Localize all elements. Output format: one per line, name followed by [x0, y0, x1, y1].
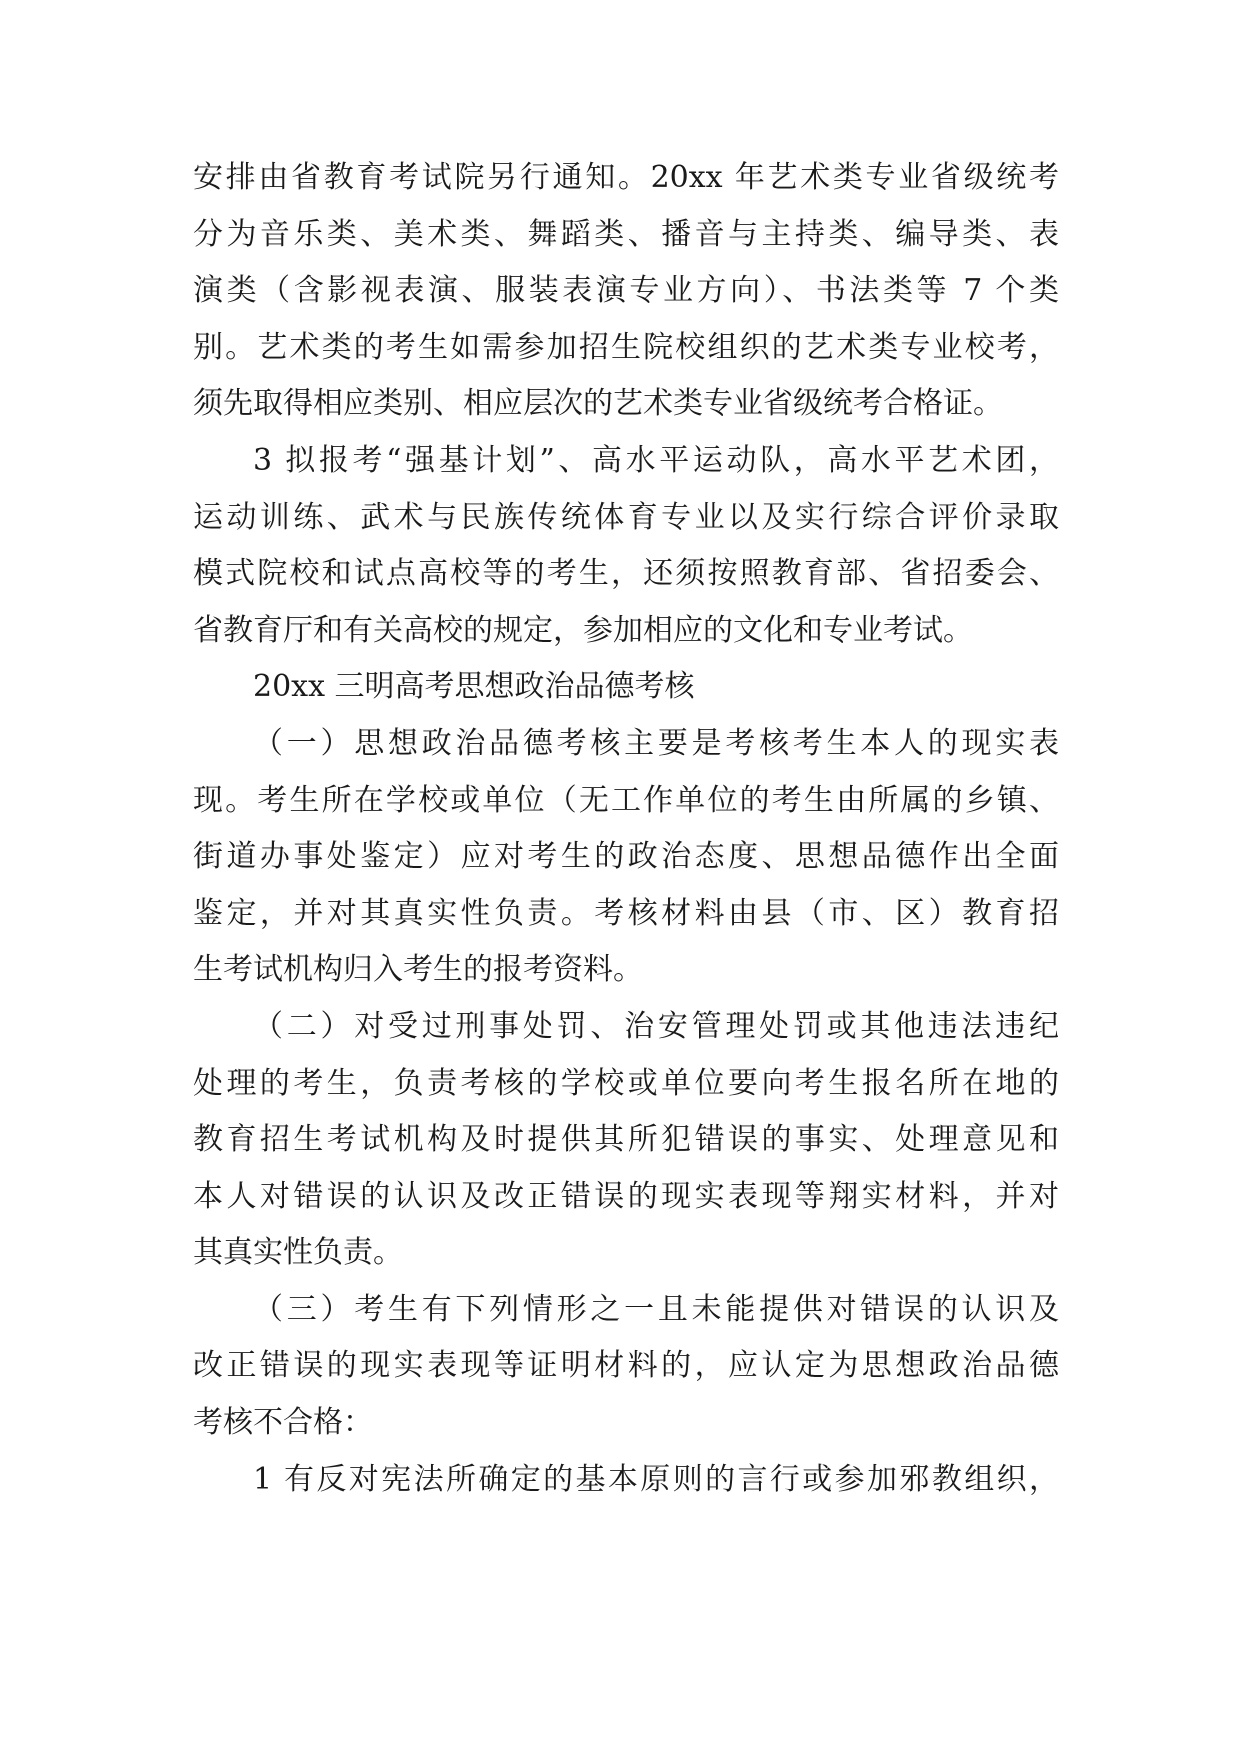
text-line: （二）对受过刑事处罚、治安管理处罚或其他违法违纪	[253, 1008, 1059, 1044]
text-line: 街道办事处鉴定）应对考生的政治态度、思想品德作出全面	[193, 839, 1059, 875]
text-line: 现。考生所在学校或单位（无工作单位的考生由所属的乡镇、	[193, 782, 1059, 818]
text-line: （一）思想政治品德考核主要是考核考生本人的现实表	[253, 725, 1059, 761]
text-line: 省教育厅和有关高校的规定，参加相应的文化和专业考试。	[193, 612, 973, 648]
text-line: 演类（含影视表演、服装表演专业方向）、书法类等 7 个类	[193, 273, 1059, 309]
text-line: （三）考生有下列情形之一且未能提供对错误的认识及	[253, 1291, 1059, 1327]
document-body	[193, 150, 1059, 1508]
text-line: 本人对错误的认识及改正错误的现实表现等翔实材料，并对	[193, 1178, 1059, 1214]
text-line: 考核不合格：	[193, 1405, 373, 1441]
text-line: 改正错误的现实表现等证明材料的，应认定为思想政治品德	[193, 1348, 1059, 1384]
text-line: 3 拟报考“强基计划”、高水平运动队，高水平艺术团，	[253, 442, 1059, 478]
text-line: 安排由省教育考试院另行通知。20xx 年艺术类专业省级统考	[193, 160, 1059, 195]
text-line: 1 有反对宪法所确定的基本原则的言行或参加邪教组织，	[253, 1461, 1059, 1497]
text-line: 须先取得相应类别、相应层次的艺术类专业省级统考合格证。	[193, 386, 1003, 422]
text-line: 其真实性负责。	[193, 1235, 403, 1271]
text-line: 运动训练、武术与民族传统体育专业以及实行综合评价录取	[193, 499, 1059, 535]
text-line: 教育招生考试机构及时提供其所犯错误的事实、处理意见和	[193, 1122, 1059, 1158]
text-line: 鉴定，并对其真实性负责。考核材料由县（市、区）教育招	[193, 895, 1059, 931]
text-line: 生考试机构归入考生的报考资料。	[193, 952, 643, 988]
text-line: 分为音乐类、美术类、舞蹈类、播音与主持类、编导类、表	[193, 216, 1059, 252]
text-line: 模式院校和试点高校等的考生，还须按照教育部、省招委会、	[193, 556, 1059, 592]
section-heading: 20xx 三明高考思想政治品德考核	[253, 669, 695, 705]
text-line: 处理的考生，负责考核的学校或单位要向考生报名所在地的	[193, 1065, 1059, 1101]
text-line: 别。艺术类的考生如需参加招生院校组织的艺术类专业校考，	[193, 329, 1059, 365]
